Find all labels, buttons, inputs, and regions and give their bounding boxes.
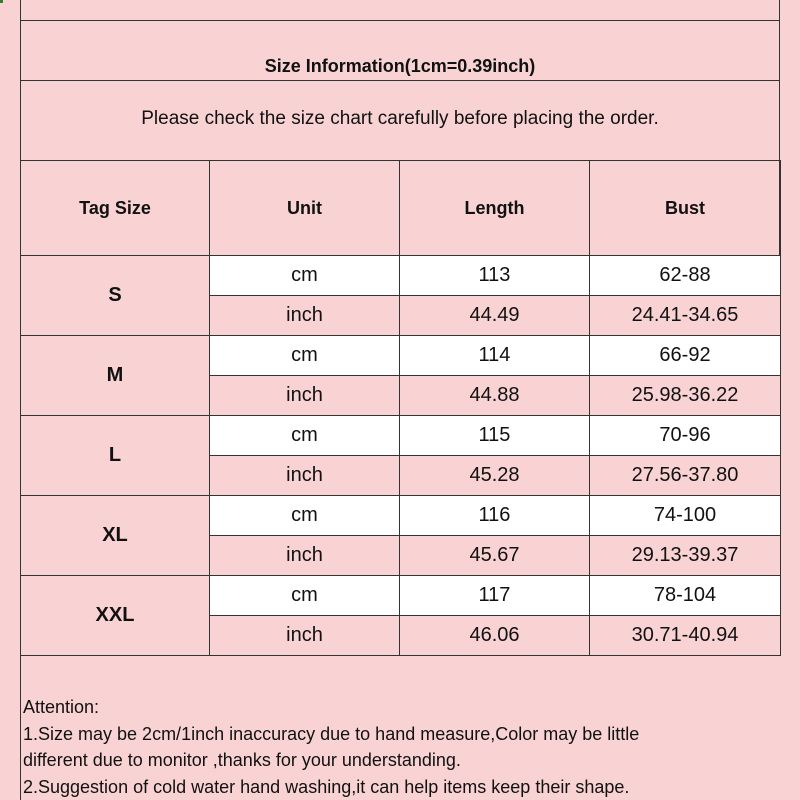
- corner-mark: [0, 0, 3, 3]
- length-cell: 113: [400, 256, 590, 296]
- length-cell: 44.88: [400, 376, 590, 416]
- attention-line: 1.Size may be 2cm/1inch inaccuracy due to hand measure,Color may be little: [23, 723, 640, 744]
- attention-line: 2.Suggestion of cold water hand washing,it can help items keep their shape.: [23, 776, 630, 797]
- table-row: [21, 256, 781, 296]
- bust-cell: 25.98-36.22: [590, 376, 781, 416]
- unit-cell: cm: [210, 256, 400, 296]
- length-cell: 117: [400, 576, 590, 616]
- unit-cell: inch: [210, 616, 400, 656]
- size-tag-s: S: [21, 256, 210, 336]
- attention-heading: Attention:: [23, 697, 100, 717]
- bust-cell: 62-88: [590, 256, 781, 296]
- table-row: [21, 336, 781, 376]
- table-row: [21, 416, 781, 456]
- unit-cell: inch: [210, 536, 400, 576]
- size-tag-xl: XL: [21, 496, 210, 576]
- size-table: [20, 160, 781, 656]
- unit-cell: inch: [210, 376, 400, 416]
- length-cell: 115: [400, 416, 590, 456]
- size-tag-xxl: XXL: [21, 576, 210, 656]
- length-cell: 46.06: [400, 616, 590, 656]
- length-cell: 45.67: [400, 536, 590, 576]
- unit-cell: cm: [210, 576, 400, 616]
- bust-cell: 27.56-37.80: [590, 456, 781, 496]
- bust-cell: 74-100: [590, 496, 781, 536]
- size-tag-m: M: [21, 336, 210, 416]
- unit-cell: cm: [210, 416, 400, 456]
- attention-notes: [23, 694, 780, 800]
- header-length: Length: [400, 161, 590, 256]
- attention-line: different due to monitor ,thanks for your understanding.: [23, 750, 461, 770]
- bust-cell: 66-92: [590, 336, 781, 376]
- length-cell: 44.49: [400, 296, 590, 336]
- divider-title: [20, 80, 780, 81]
- length-cell: 114: [400, 336, 590, 376]
- table-header-row: [21, 161, 781, 256]
- header-unit: Unit: [210, 161, 400, 256]
- unit-cell: cm: [210, 496, 400, 536]
- table-row: [21, 496, 781, 536]
- chart-title: Size Information(1cm=0.39inch): [264, 56, 536, 76]
- bust-cell: 24.41-34.65: [590, 296, 781, 336]
- bust-cell: 29.13-39.37: [590, 536, 781, 576]
- header-tag-size: Tag Size: [21, 161, 210, 256]
- bust-cell: 70-96: [590, 416, 781, 456]
- unit-cell: inch: [210, 456, 400, 496]
- length-cell: 45.28: [400, 456, 590, 496]
- unit-cell: cm: [210, 336, 400, 376]
- size-notice: Please check the size chart carefully before placing the order.: [141, 108, 659, 129]
- bust-cell: 30.71-40.94: [590, 616, 781, 656]
- length-cell: 116: [400, 496, 590, 536]
- table-row: [21, 576, 781, 616]
- header-bust: Bust: [590, 161, 781, 256]
- divider-top: [20, 20, 780, 21]
- size-tag-l: L: [21, 416, 210, 496]
- bust-cell: 78-104: [590, 576, 781, 616]
- unit-cell: inch: [210, 296, 400, 336]
